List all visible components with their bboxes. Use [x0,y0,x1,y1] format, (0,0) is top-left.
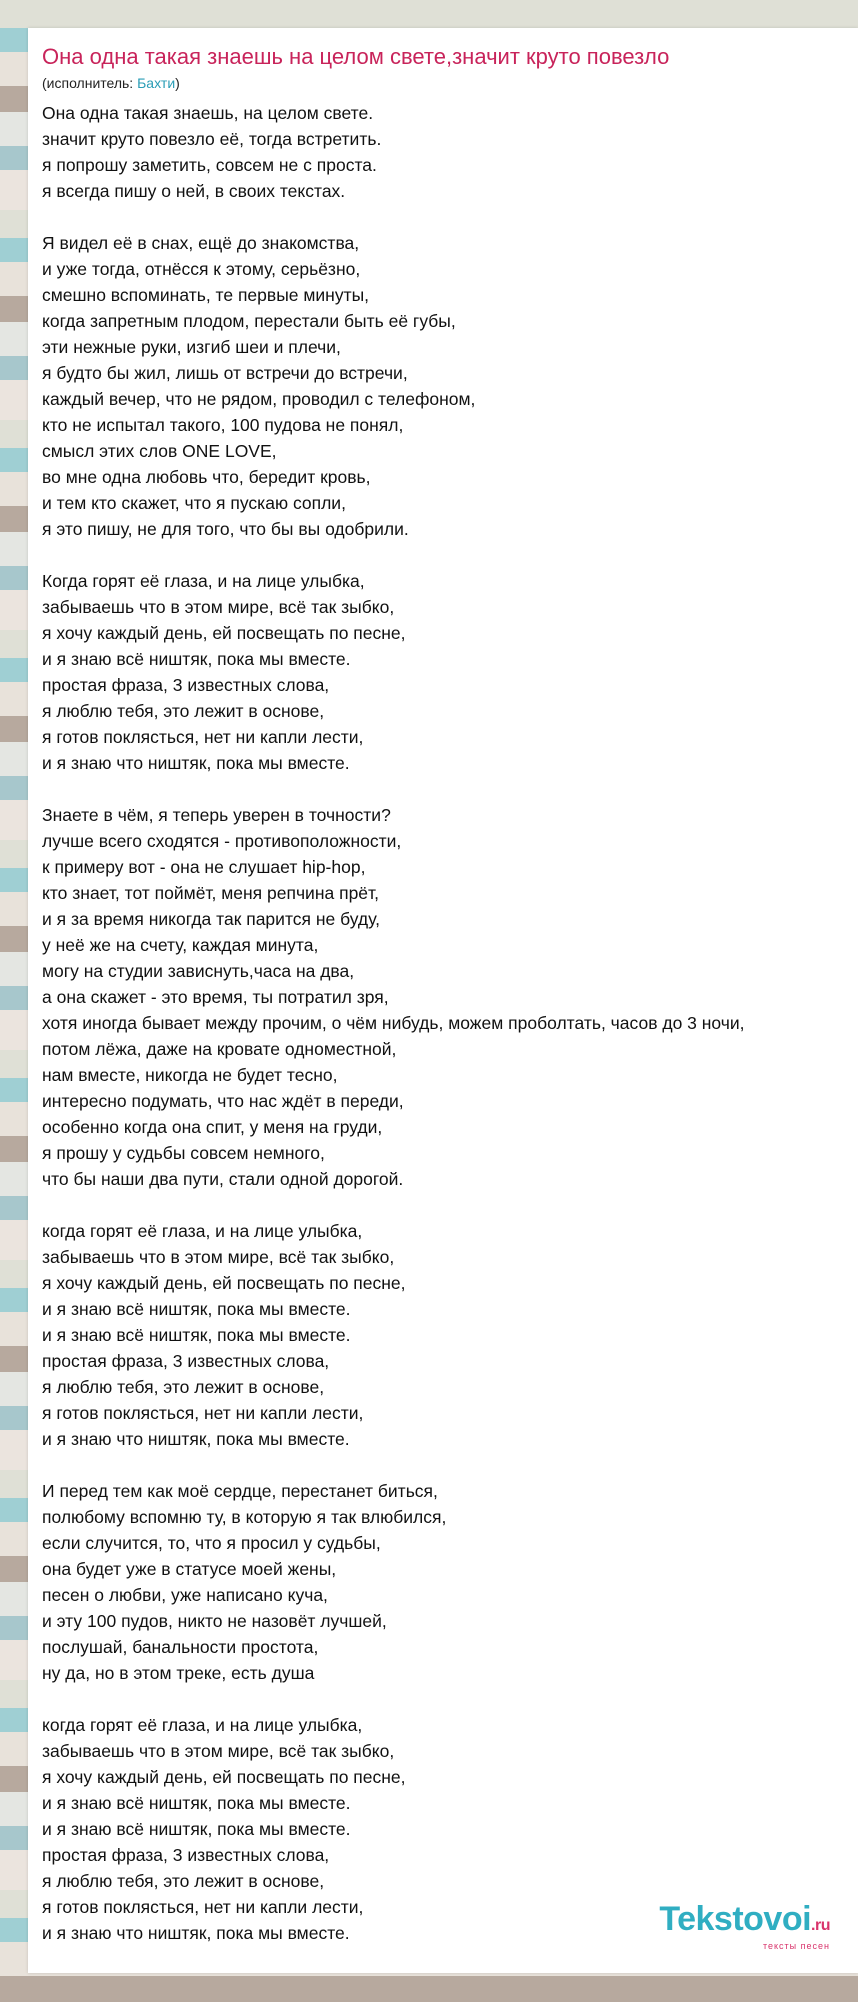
song-title: Она одна такая знаешь на целом свете,значит круто повезло [42,44,670,69]
lyrics-line: Когда горят её глаза, и на лице улыбка, [42,571,365,591]
lyrics-line: я хочу каждый день, ей посвещать по песне, [42,1273,406,1293]
lyrics-line: я всегда пишу о ней, в своих текстах. [42,181,346,201]
lyrics-body [42,100,858,1946]
lyrics-line: Она одна такая знаешь, на целом свете. [42,103,374,123]
lyrics-line: я это пишу, не для того, что бы вы одобрили. [42,519,409,539]
logo-tld: .ru [811,1917,830,1934]
lyrics-line: Я видел её в снах, ещё до знакомства, [42,233,360,253]
lyrics-line: я готов поклясться, нет ни капли лести, [42,1403,364,1423]
lyrics-stanza [42,100,858,204]
lyrics-line: и тем кто скажет, что я пускаю сопли, [42,493,346,513]
lyrics-line: забываешь что в этом мире, всё так зыбко, [42,1741,395,1761]
lyrics-line: хотя иногда бывает между прочим, о чём нибудь, можем проболтать, часов до 3 ночи, [42,1013,745,1033]
lyrics-line: я люблю тебя, это лежит в основе, [42,701,325,721]
lyrics-line: когда горят её глаза, и на лице улыбка, [42,1715,363,1735]
lyrics-line: если случится, то, что я просил у судьбы, [42,1533,381,1553]
artist-suffix: ) [175,75,180,91]
lyrics-line: полюбому вспомню ту, в которую я так влюбился, [42,1507,447,1527]
lyrics-stanza [42,568,858,776]
lyrics-line: могу на студии зависнуть,часа на два, [42,961,355,981]
artist-prefix: (исполнитель: [42,75,138,91]
lyrics-line: эти нежные руки, изгиб шеи и плечи, [42,337,341,357]
lyrics-line: и я знаю всё ништяк, пока мы вместе. [42,1793,351,1813]
artist-link[interactable]: Бахти [137,75,176,91]
lyrics-line: я люблю тебя, это лежит в основе, [42,1377,325,1397]
lyrics-stanza [42,1478,858,1686]
lyrics-line: забываешь что в этом мире, всё так зыбко, [42,597,395,617]
site-logo[interactable] [659,1902,830,1951]
lyrics-line: простая фраза, 3 известных слова, [42,1351,330,1371]
lyrics-line: а она скажет - это время, ты потратил зря, [42,987,389,1007]
lyrics-line: я готов поклясться, нет ни капли лести, [42,1897,364,1917]
lyrics-line: смешно вспоминать, те первые минуты, [42,285,370,305]
lyrics-line: я будто бы жил, лишь от встречи до встречи, [42,363,408,383]
lyrics-line: я попрошу заметить, совсем не с проста. [42,155,377,175]
lyrics-line: к примеру вот - она не слушает hip-hop, [42,857,366,877]
lyrics-line: И перед тем как моё сердце, перестанет биться, [42,1481,438,1501]
lyrics-line: смысл этих слов ONE LOVE, [42,441,277,461]
lyrics-line: особенно когда она спит, у меня на груди, [42,1117,383,1137]
lyrics-line: я готов поклясться, нет ни капли лести, [42,727,364,747]
lyrics-line: я хочу каждый день, ей посвещать по песне, [42,1767,406,1787]
lyrics-line: кто знает, тот поймёт, меня репчина прёт, [42,883,379,903]
lyrics-line: и я за время никогда так парится не буду, [42,909,380,929]
lyrics-line: я хочу каждый день, ей посвещать по песне, [42,623,406,643]
logo-tagline: тексты песен [762,1941,830,1951]
lyrics-line: лучше всего сходятся - противоположности, [42,831,402,851]
lyrics-line: ну да, но в этом треке, есть душа [42,1663,315,1683]
lyrics-line: и я знаю что ништяк, пока мы вместе. [42,1923,350,1943]
lyrics-line: простая фраза, 3 известных слова, [42,1845,330,1865]
lyrics-line: и я знаю всё ништяк, пока мы вместе. [42,1325,351,1345]
lyrics-line: когда горят её глаза, и на лице улыбка, [42,1221,363,1241]
lyrics-line: во мне одна любовь что, бередит кровь, [42,467,371,487]
artist-line [42,74,858,92]
lyrics-stanza [42,1218,858,1452]
lyrics-line: песен о любви, уже написано куча, [42,1585,328,1605]
lyrics-line: она будет уже в статусе моей жены, [42,1559,337,1579]
lyrics-stanza [42,802,858,1192]
lyrics-line: и эту 100 пудов, никто не назовёт лучшей, [42,1611,387,1631]
lyrics-stanza [42,230,858,542]
lyrics-line: когда запретным плодом, перестали быть её губы, [42,311,456,331]
lyrics-line: потом лёжа, даже на кровате одноместной, [42,1039,397,1059]
lyrics-line: послушай, банальности простота, [42,1637,319,1657]
logo-text: Tekstovoi [659,1900,812,1938]
lyrics-line: интересно подумать, что нас ждёт в переди, [42,1091,404,1111]
lyrics-line: и я знаю всё ништяк, пока мы вместе. [42,1299,351,1319]
lyrics-line: я прошу у судьбы совсем немного, [42,1143,325,1163]
lyrics-line: нам вместе, никогда не будет тесно, [42,1065,338,1085]
lyrics-line: и я знаю что ништяк, пока мы вместе. [42,1429,350,1449]
lyrics-line: Знаете в чём, я теперь уверен в точности? [42,805,391,825]
lyrics-line: что бы наши два пути, стали одной дорогой. [42,1169,404,1189]
lyrics-line: значит круто повезло её, тогда встретить. [42,129,382,149]
lyrics-line: простая фраза, 3 известных слова, [42,675,330,695]
lyrics-line: и уже тогда, отнёсся к этому, серьёзно, [42,259,361,279]
lyrics-line: каждый вечер, что не рядом, проводил с телефоном, [42,389,476,409]
lyrics-line: у неё же на счету, каждая минута, [42,935,319,955]
lyrics-line: я люблю тебя, это лежит в основе, [42,1871,325,1891]
lyrics-card [28,28,858,1973]
lyrics-line: и я знаю всё ништяк, пока мы вместе. [42,649,351,669]
lyrics-line: кто не испытал такого, 100 пудова не понял, [42,415,404,435]
lyrics-line: и я знаю что ништяк, пока мы вместе. [42,753,350,773]
lyrics-line: и я знаю всё ништяк, пока мы вместе. [42,1819,351,1839]
lyrics-line: забываешь что в этом мире, всё так зыбко, [42,1247,395,1267]
